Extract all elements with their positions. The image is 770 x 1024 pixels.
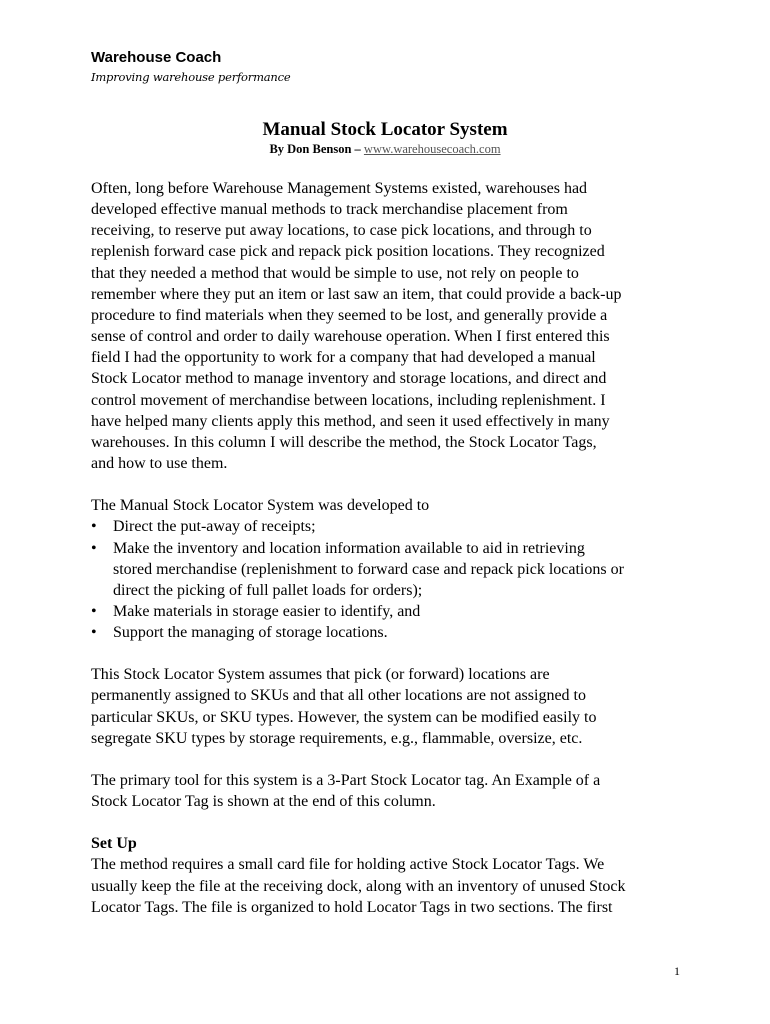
article-byline [0,141,770,157]
page-number: 1 [674,964,680,978]
text-line: Support the managing of storage locations. [113,624,388,642]
setup-paragraph [91,854,691,917]
tool-paragraph [91,770,691,812]
assumption-paragraph [91,664,691,749]
bullet-item [91,538,691,559]
bullet-continuation [91,559,691,601]
text-line: permanently assigned to SKUs and that all other locations are not assigned to [91,687,586,705]
brand-name: Warehouse Coach [91,49,222,66]
text-line: Make materials in storage easier to identify, and [113,602,421,620]
bullet-item [91,601,691,622]
byline-author: By Don Benson – [269,142,364,156]
text-line: developed effective manual methods to track merchandise placement from [91,201,568,219]
article-body [91,178,691,918]
text-line: field I had the opportunity to work for a company that had developed a manual [91,349,596,367]
paragraph-spacer [91,643,691,664]
text-line: sense of control and order to daily warehouse operation. When I first entered this [91,328,610,346]
text-line: stored merchandise (replenishment to forward case and repack pick locations or [113,560,624,578]
text-line: remember where they put an item or last saw an item, that could provide a back-up [91,285,622,303]
text-line: warehouses. In this column I will describe the method, the Stock Locator Tags, [91,433,597,451]
text-line: The primary tool for this system is a 3-Part Stock Locator tag. An Example of a [91,771,601,789]
text-line: have helped many clients apply this method, and seen it used effectively in many [91,412,610,430]
setup-heading: Set Up [91,835,137,853]
text-line: control movement of merchandise between locations, including replenishment. I [91,391,606,409]
text-line: Stock Locator Tag is shown at the end of this column. [91,793,436,811]
text-line: Make the inventory and location information available to aid in retrieving [113,539,585,557]
paragraph-spacer [91,812,691,833]
article-title: Manual Stock Locator System [262,119,508,140]
text-line: replenish forward case pick and repack pick position locations. They recognized [91,243,605,261]
paragraph-spacer [91,474,691,495]
text-line: This Stock Locator System assumes that pick (or forward) locations are [91,666,550,684]
text-line: direct the picking of full pallet loads for orders); [113,581,423,599]
text-line: and how to use them. [91,455,228,473]
text-line: usually keep the file at the receiving dock, along with an inventory of unused Stock [91,877,626,895]
text-line: Direct the put-away of receipts; [113,518,316,536]
bullet-item [91,622,691,643]
intro-paragraph [91,178,691,474]
text-line: The method requires a small card file for holding active Stock Locator Tags. We [91,856,605,874]
text-line: that they needed a method that would be simple to use, not rely on people to [91,264,579,282]
bullet-item [91,516,691,537]
text-line: procedure to find materials when they seemed to be lost, and generally provide a [91,306,608,324]
text-line: particular SKUs, or SKU types. However, the system can be modified easily to [91,708,597,726]
purpose-bullet-list [91,516,691,643]
text-line: Stock Locator method to manage inventory and storage locations, and direct and [91,370,607,388]
text-line: receiving, to reserve put away locations, to case pick locations, and through to [91,222,592,240]
text-line: Locator Tags. The file is organized to hold Locator Tags in two sections. The first [91,898,613,916]
text-line: segregate SKU types by storage requirements, e.g., flammable, oversize, etc. [91,729,583,747]
paragraph-spacer [91,749,691,770]
byline-website-link[interactable]: www.warehousecoach.com [363,142,501,156]
text-line: Often, long before Warehouse Management Systems existed, warehouses had [91,180,588,197]
list-intro: The Manual Stock Locator System was developed to [91,497,430,515]
brand-tagline: Improving warehouse performance [91,70,291,84]
